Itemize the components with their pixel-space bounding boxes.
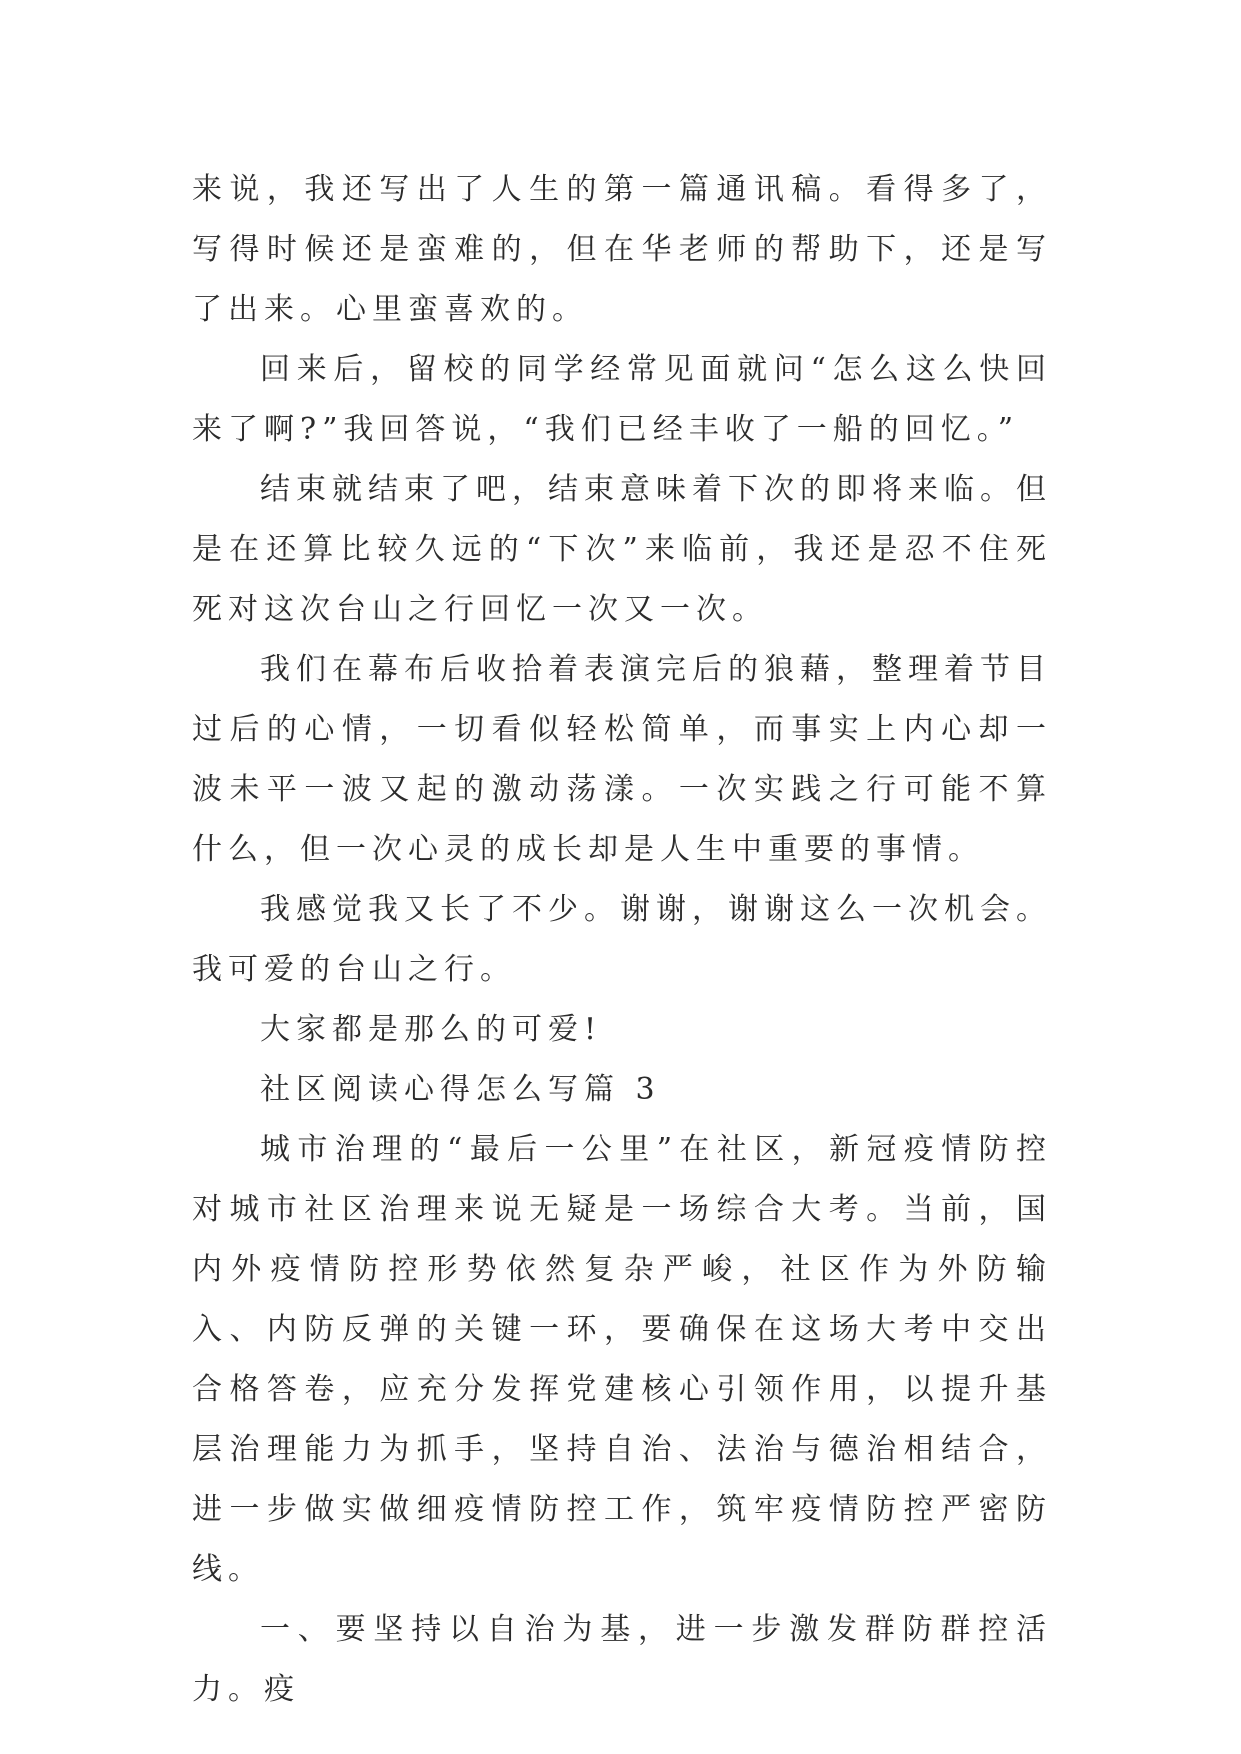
paragraph-4: 我们在幕布后收拾着表演完后的狼藉，整理着节目过后的心情，一切看似轻松简单，而事实上内心却一波未平一波又起的激动荡漾。一次实践之行可能不算什么，但一次心灵的成长却是人生中重要的事情。 <box>192 652 1052 867</box>
paragraph-7: 城市治理的“最后一公里”在社区，新冠疫情防控对城市社区治理来说无疑是一场综合大考。当前，国内外疫情防控形势依然复杂严峻，社区作为外防输入、内防反弹的关键一环，要确保在这场大考中交出合格答卷，应充分发挥党建核心引领作用，以提升基层治理能力为抓手，坚持自治、法治与德治相结合，进一步做实做细疫情防控工作，筑牢疫情防控严密防线。 <box>192 1132 1052 1587</box>
paragraph-3: 结束就结束了吧，结束意味着下次的即将来临。但是在还算比较久远的“下次”来临前，我还是忍不住死死对这次台山之行回忆一次又一次。 <box>192 472 1052 627</box>
paragraph-5: 我感觉我又长了不少。谢谢，谢谢这么一次机会。我可爱的台山之行。 <box>192 892 1052 987</box>
paragraph-8: 一、要坚持以自治为基，进一步激发群防群控活力。疫 <box>192 1612 1052 1707</box>
paragraph-1: 来说，我还写出了人生的第一篇通讯稿。看得多了，写得时候还是蛮难的，但在华老师的帮助下，还是写了出来。心里蛮喜欢的。 <box>192 172 1052 327</box>
paragraph-2: 回来后，留校的同学经常见面就问“怎么这么快回来了啊?”我回答说，“我们已经丰收了一船的回忆。” <box>192 352 1052 447</box>
section-heading: 社区阅读心得怎么写篇 3 <box>260 1072 661 1107</box>
document-body <box>192 160 1052 1720</box>
paragraph-6: 大家都是那么的可爱! <box>260 1012 603 1047</box>
